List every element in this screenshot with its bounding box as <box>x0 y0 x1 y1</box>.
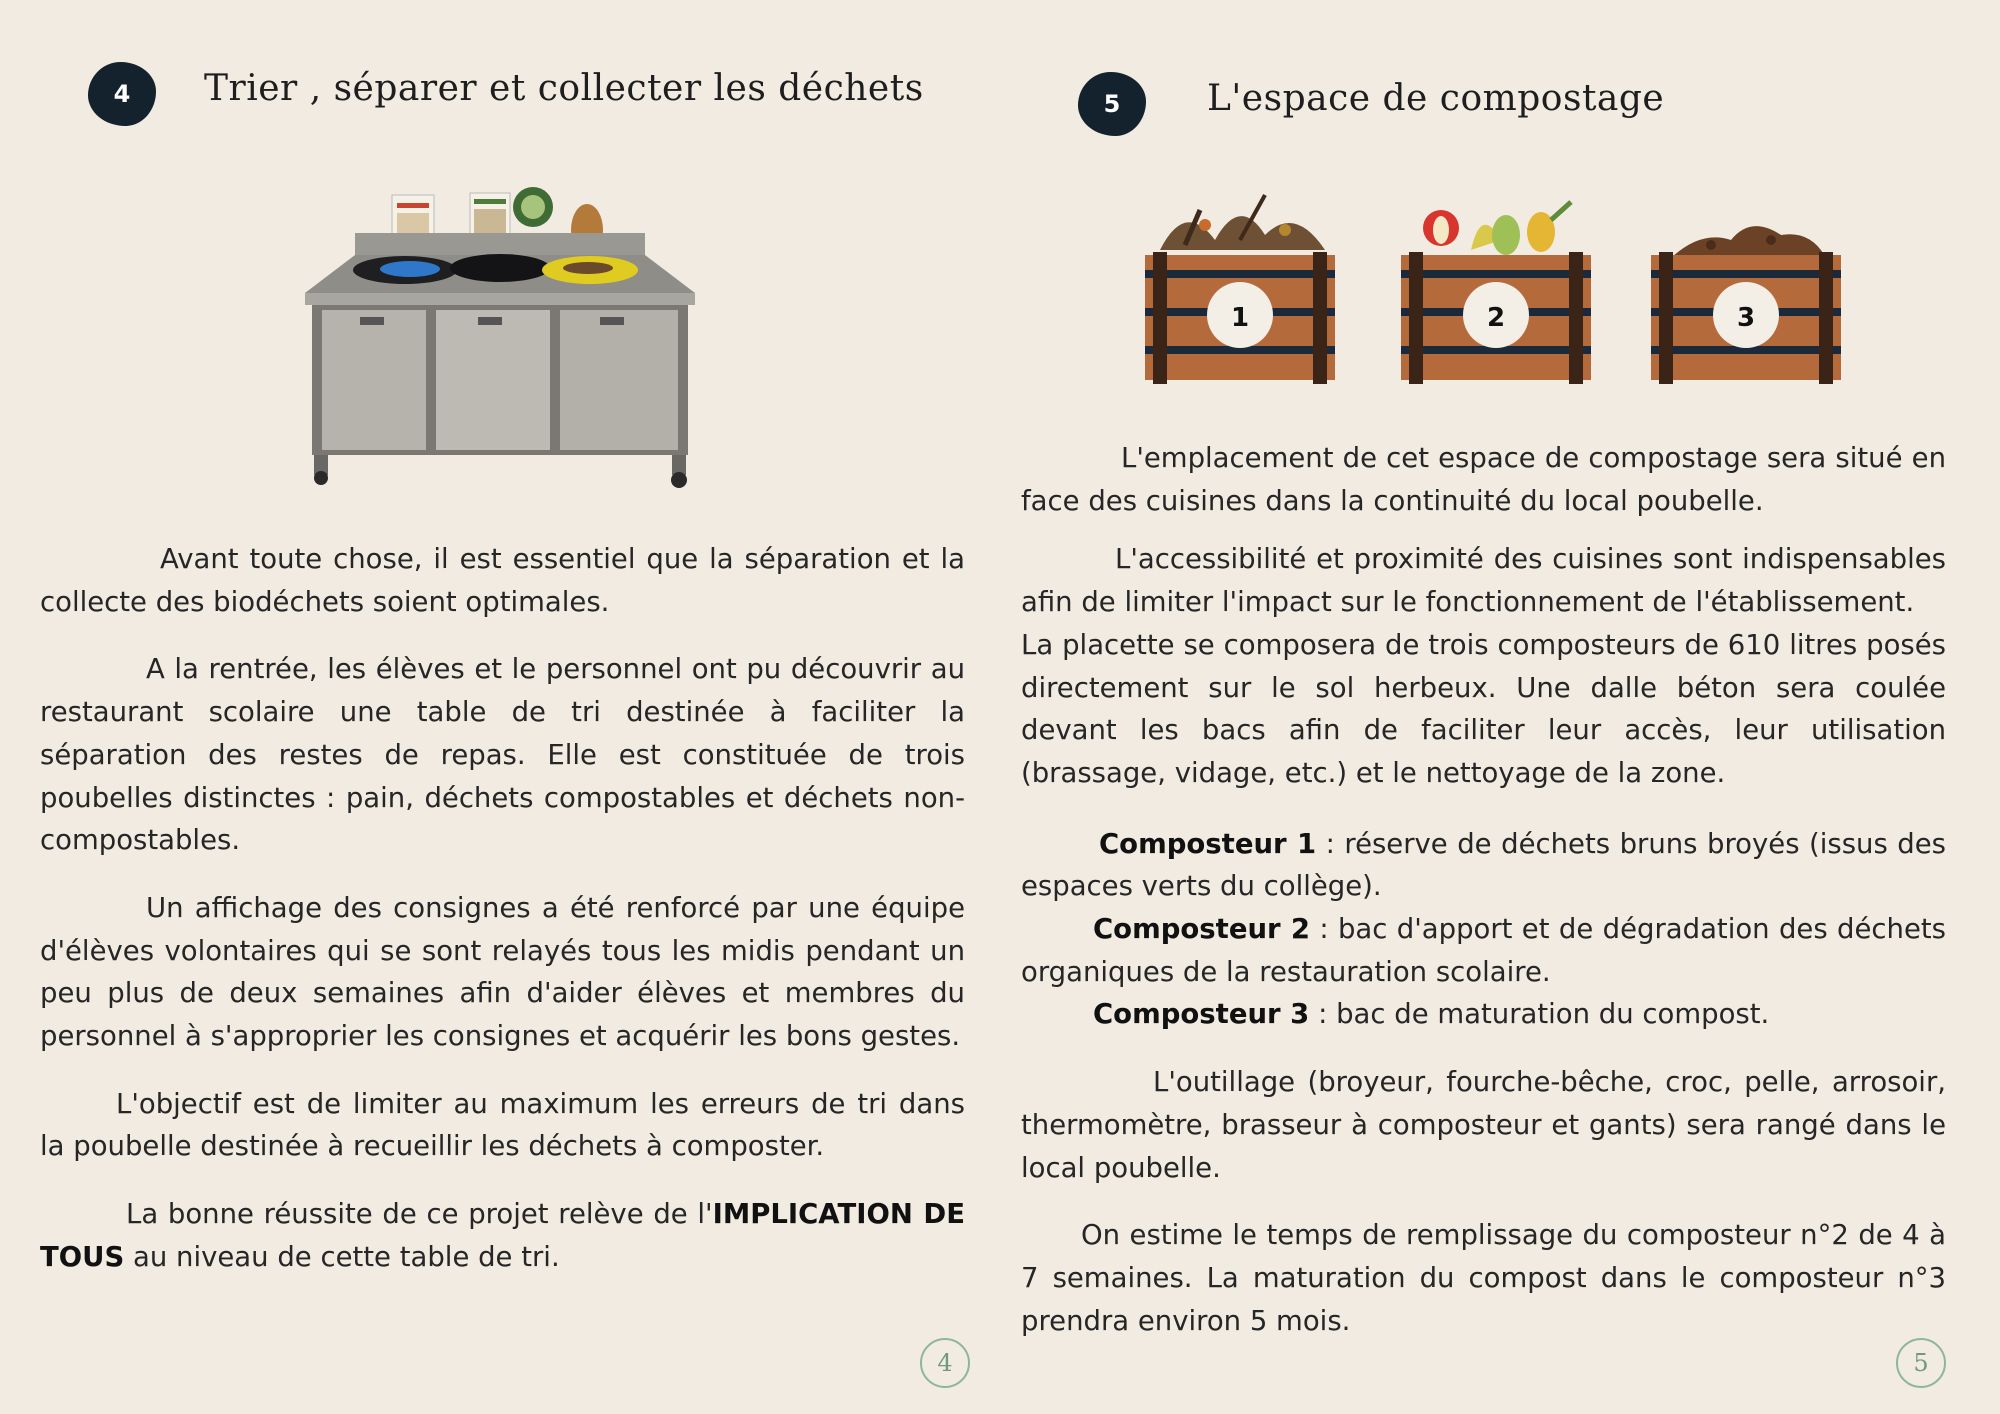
paragraph: L'emplacement de cet espace de compostage sera situé en face des cuisines dans la continuité du local poubelle. <box>1021 442 1946 517</box>
paragraph: Un affichage des consignes a été renforcé par une équipe d'élèves volontaires qui se sont relayés tous les midis pendant un peu plus de deux semaines afin d'aider élèves et membres du personnel à s'approprier les consignes et acquérir les bons gestes. <box>40 891 965 1053</box>
right-page <box>1000 0 2000 1414</box>
composter-3-label: Composteur 3 <box>1093 998 1310 1031</box>
paragraph: A la rentrée, les élèves et le personnel ont pu découvrir au restaurant scolaire une table de tri destinée à faciliter la séparation des restes de repas. Elle est constituée de trois poubelles distinctes : pain, déchets compostables et déchets non-compostables. <box>40 653 965 857</box>
composter-2-label: Composteur 2 <box>1093 913 1310 946</box>
paragraph: L'objectif est de limiter au maximum les erreurs de tri dans la poubelle destinée à recueillir les déchets à composter. <box>40 1087 965 1163</box>
paragraph-text: : réserve de déchets bruns broyés (issus des espaces verts du collège). <box>1021 827 1947 903</box>
composter-illustration <box>1145 190 1845 390</box>
section-badge <box>88 62 156 126</box>
page-number: 5 <box>1896 1338 1946 1388</box>
composter-label: 2 <box>1486 303 1506 333</box>
emphasis-text: IMPLICATION DE TOUS <box>40 1198 965 1273</box>
paragraph: L'accessibilité et proximité des cuisines sont indispensables afin de limiter l'impact sur le fonctionnement de l'établissement. <box>1021 543 1946 619</box>
paragraph <box>40 1193 965 1278</box>
section-badge <box>1078 72 1146 136</box>
composter-3-icon <box>1651 226 1841 384</box>
composter-label: 3 <box>1736 303 1756 333</box>
paragraph: L'outillage (broyeur, fourche-bêche, croc, pelle, arrosoir, thermomètre, brasseur à composteur et gants) sera rangé dans le local poubelle. <box>1021 1066 1946 1184</box>
right-body-text <box>1021 437 1946 1342</box>
paragraph-text: La bonne réussite de ce projet relève de l' <box>126 1198 713 1231</box>
page-number: 4 <box>920 1338 970 1388</box>
left-body-text <box>40 538 965 1279</box>
composter-2-description <box>1021 908 1946 993</box>
paragraph: La placette se composera de trois composteurs de 610 litres posés directement sur le sol herbeux. Une dalle béton sera coulée devant les bacs afin de faciliter leur accès, leur utilisation (brassage, vidage, etc.) et le nettoyage de la zone. <box>1021 628 1946 789</box>
paragraph-text: au niveau de cette table de tri. <box>124 1240 560 1273</box>
section-number: 4 <box>113 80 131 108</box>
section-heading: L'espace de compostage <box>1207 78 1665 119</box>
paragraph: On estime le temps de remplissage du composteur n°2 de 4 à 7 semaines. La maturation du compost dans le composteur n°3 prendra environ 5 mois. <box>1021 1219 1946 1337</box>
paragraph-text: : bac d'apport et de dégradation des déchets organiques de la restauration scolaire. <box>1021 913 1946 988</box>
section-heading: Trier , séparer et collecter les déchets <box>204 68 924 109</box>
paragraph-text: : bac de maturation du compost. <box>1309 998 1770 1031</box>
paragraph: Avant toute chose, il est essentiel que la séparation et la collecte des biodéchets soient optimales. <box>40 543 965 618</box>
composter-label: 1 <box>1230 303 1250 333</box>
composter-1-description <box>1021 823 1946 908</box>
sorting-table-photo <box>300 185 700 495</box>
section-number: 5 <box>1103 90 1121 118</box>
composter-3-description <box>1021 993 1946 1036</box>
composter-1-icon <box>1145 195 1335 384</box>
composter-1-label: Composteur 1 <box>1099 827 1317 860</box>
composter-2-icon <box>1401 202 1591 384</box>
